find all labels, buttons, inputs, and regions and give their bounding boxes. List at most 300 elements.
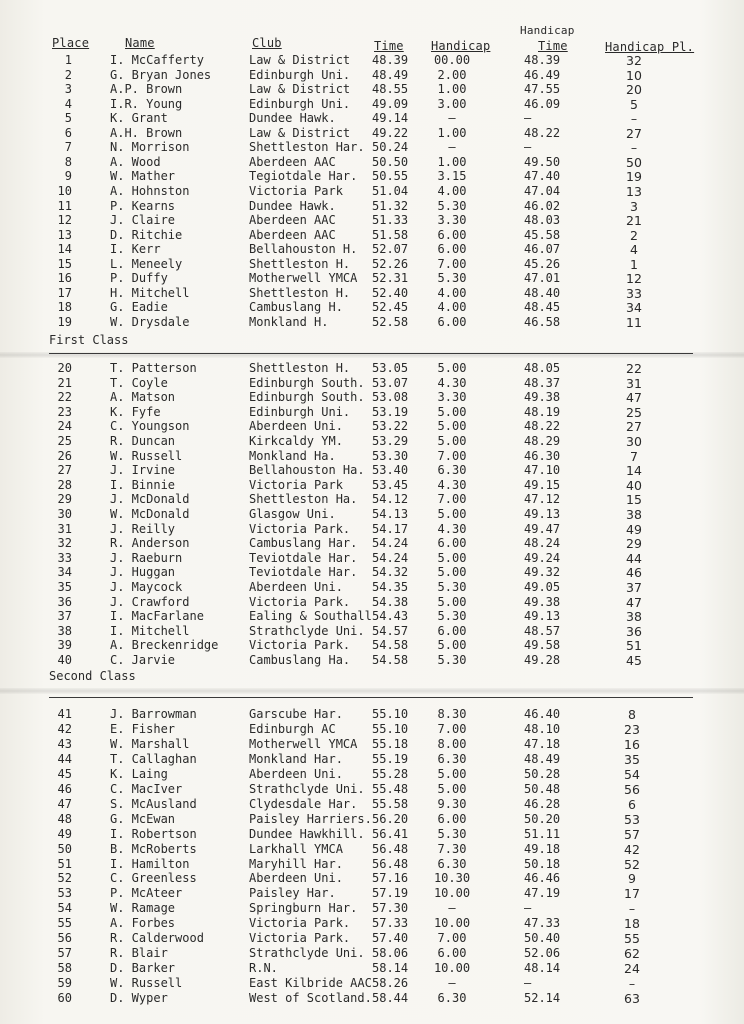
handicap-time-cell: 47.18 [524,736,561,751]
section-divider [49,353,693,354]
table-row [0,184,744,199]
place-cell: 5 [64,111,72,126]
header-club: Club [252,36,282,50]
place-cell: 2 [64,67,72,82]
handicap-time-cell: – [524,111,532,126]
handicap-time-cell: 49.47 [524,521,561,536]
club-cell: Cambuslang H. [249,300,343,315]
club-cell: Law & District [249,82,351,97]
table-row [0,609,744,624]
name-cell: G. Bryan Jones [110,67,212,82]
handicap-cell: 5.00 [437,638,467,653]
club-cell: Dundee Hawkhill. [249,826,365,841]
place-cell: 31 [57,521,72,536]
handicap-cell: 3.00 [437,96,467,111]
club-cell: Kirkcaldy YM. [249,434,343,448]
table-row [0,53,744,68]
club-cell: Strathclyde Uni. [249,623,365,638]
place-cell: 6 [64,125,72,140]
time-cell: 49.09 [372,96,409,111]
table-row [0,126,744,141]
handicap-cell: 5.00 [437,781,467,796]
table-row [0,271,744,286]
handicap-place-cell: 8 [628,707,636,722]
handicap-place-cell: 37 [626,580,642,595]
club-cell: Glasgow Uni. [249,507,336,521]
place-cell: 11 [57,198,72,213]
handicap-cell: – [448,901,456,916]
handicap-cell: 6.00 [437,314,467,329]
place-cell: 3 [64,82,72,97]
handicap-cell: 4.30 [437,477,467,492]
handicap-cell: 5.30 [437,609,467,624]
time-cell: 55.10 [372,721,409,736]
section-label: First Class [49,333,129,347]
time-cell: 49.14 [372,111,409,126]
place-cell: 8 [64,154,72,169]
club-cell: Victoria Park. [249,594,351,609]
club-cell: Shettleston H. [249,256,351,271]
handicap-time-cell: 50.20 [524,811,561,826]
time-cell: 50.50 [372,154,409,169]
club-cell: Springburn Har. [249,901,358,916]
place-cell: 41 [57,707,72,721]
handicap-cell: 7.30 [437,841,467,856]
handicap-place-cell: 18 [624,916,640,932]
handicap-place-cell: 49 [626,521,642,537]
handicap-time-cell: 52.06 [524,946,561,961]
place-cell: 36 [57,594,72,609]
place-cell: 45 [57,766,72,781]
handicap-time-cell: 48.05 [524,361,561,375]
handicap-time-cell: 45.58 [524,227,561,242]
time-cell: 57.33 [372,916,409,931]
club-cell: Edinburgh South. [249,390,365,405]
handicap-time-cell: 46.02 [524,198,561,213]
header-handicap-time: Time [538,39,568,53]
place-cell: 37 [57,609,72,624]
handicap-cell: 7.00 [437,256,467,271]
table-row [0,522,744,537]
name-cell: J. Barrowman [110,707,197,721]
handicap-cell: 10.00 [433,916,471,931]
table-row [0,463,744,478]
paper-fold [0,688,744,694]
place-cell: 4 [64,96,72,111]
handicap-time-cell: 47.12 [524,492,561,507]
handicap-cell: 8.30 [437,707,467,721]
handicap-place-cell: 13 [626,183,642,199]
club-cell: Strathclyde Uni. [249,781,365,796]
handicap-place-cell: 36 [626,623,642,639]
handicap-time-cell: 50.28 [524,766,561,781]
handicap-time-cell: – [524,140,532,155]
time-cell: 53.29 [372,434,409,448]
handicap-cell: 3.30 [437,213,467,228]
club-cell: Aberdeen AAC [249,213,336,228]
place-cell: 38 [57,623,72,638]
club-cell: Edinburgh South. [249,375,365,390]
handicap-place-cell: 11 [626,314,642,330]
place-cell: 34 [57,565,72,580]
club-cell: Victoria Park. [249,916,351,931]
time-cell: 55.48 [372,781,409,796]
handicap-place-cell: 54 [624,766,640,782]
table-row [0,82,744,97]
name-cell: T. Callaghan [110,751,197,766]
table-row [0,991,744,1006]
time-cell: 53.05 [372,361,409,375]
name-cell: R. Anderson [110,536,190,551]
handicap-place-cell: 62 [624,946,640,962]
handicap-place-cell: 5 [630,96,638,112]
handicap-cell: 4.00 [437,300,467,315]
handicap-cell: 9.30 [437,796,467,811]
club-cell: Maryhill Har. [249,856,343,871]
handicap-place-cell: 44 [626,550,642,566]
handicap-time-cell: 46.40 [524,707,561,721]
club-cell: Aberdeen AAC [249,154,336,169]
club-cell: Edinburgh Uni. [249,404,351,419]
time-cell: 48.39 [372,53,409,67]
name-cell: A. Forbes [110,916,176,931]
handicap-cell: – [448,111,456,126]
time-cell: 54.58 [372,653,409,667]
place-cell: 35 [57,580,72,594]
handicap-cell: 7.00 [437,492,467,507]
place-cell: 59 [57,976,72,991]
name-cell: D. Barker [110,961,176,976]
time-cell: 50.24 [372,140,409,155]
table-row [0,390,744,405]
handicap-place-cell: 2 [630,227,638,243]
handicap-place-cell: 47 [626,594,642,610]
club-cell: Motherwell YMCA [249,736,358,751]
handicap-cell: 8.00 [437,736,467,751]
club-cell: Victoria Park. [249,638,351,653]
name-cell: W. Russell [110,448,183,463]
handicap-cell: 4.00 [437,285,467,300]
name-cell: H. Mitchell [110,285,190,300]
time-cell: 57.30 [372,901,409,916]
name-cell: I. Hamilton [110,856,190,871]
time-cell: 54.35 [372,580,409,594]
handicap-time-cell: 46.30 [524,448,561,463]
name-cell: I. MacFarlane [110,609,204,624]
handicap-place-cell: 12 [626,271,642,287]
handicap-cell: 6.00 [437,536,467,551]
handicap-time-cell: 48.29 [524,434,561,448]
club-cell: Aberdeen Uni. [249,580,343,594]
handicap-cell: 6.30 [437,991,467,1006]
handicap-time-cell: 49.28 [524,653,561,667]
club-cell: Motherwell YMCA [249,271,358,286]
handicap-cell: 1.00 [437,125,467,140]
handicap-time-cell: 49.24 [524,550,561,565]
name-cell: I. Kerr [110,242,161,257]
time-cell: 52.07 [372,242,409,257]
name-cell: D. Wyper [110,991,168,1006]
header-name: Name [125,36,155,50]
place-cell: 43 [57,736,72,751]
name-cell: J. Crawford [110,594,190,609]
handicap-cell: 6.00 [437,811,467,826]
club-cell: Edinburgh Uni. [249,67,351,82]
place-cell: 24 [57,419,72,434]
club-cell: R.N. [249,961,278,976]
place-cell: 7 [64,140,72,155]
name-cell: P. McAteer [110,886,183,901]
place-cell: 52 [57,871,72,886]
name-cell: A. Matson [110,390,176,405]
time-cell: 58.14 [372,961,409,976]
handicap-time-cell: 49.18 [524,841,561,856]
place-cell: 14 [57,242,72,257]
handicap-cell: 5.00 [437,766,467,781]
handicap-place-cell: 10 [626,67,642,83]
club-cell: Clydesdale Har. [249,796,358,811]
name-cell: J. Maycock [110,580,183,594]
handicap-cell: 5.00 [437,550,467,565]
place-cell: 25 [57,434,72,448]
name-cell: B. McRoberts [110,841,197,856]
club-cell: Shettleston Har. [249,140,365,155]
handicap-time-cell: 48.19 [524,404,561,419]
table-row [0,405,744,420]
club-cell: East Kilbride AAC [249,976,372,991]
club-cell: Bellahouston H. [249,242,358,257]
handicap-place-cell: 56 [624,781,640,797]
place-cell: 42 [57,721,72,736]
place-cell: 32 [57,536,72,551]
handicap-time-cell: 47.19 [524,886,561,901]
time-cell: 53.08 [372,390,409,405]
handicap-place-cell: 32 [626,53,642,68]
club-cell: Victoria Park [249,183,343,198]
handicap-cell: 4.00 [437,183,467,198]
handicap-place-cell: 7 [630,448,638,464]
name-cell: C. Jarvie [110,653,176,667]
table-row [0,419,744,434]
place-cell: 60 [57,991,72,1006]
place-cell: 19 [57,314,72,329]
handicap-cell: 5.30 [437,580,467,594]
name-cell: I.R. Young [110,96,183,111]
name-cell: W. Marshall [110,736,190,751]
name-cell: J. Huggan [110,565,176,580]
handicap-cell: 4.30 [437,375,467,390]
time-cell: 58.26 [372,976,409,991]
handicap-time-cell: 49.05 [524,580,561,594]
table-row [0,842,744,857]
time-cell: 52.40 [372,285,409,300]
club-cell: Larkhall YMCA [249,841,343,856]
handicap-time-cell: 50.48 [524,781,561,796]
time-cell: 49.22 [372,125,409,140]
handicap-cell: 1.00 [437,82,467,97]
time-cell: 53.45 [372,477,409,492]
handicap-place-cell: 38 [626,507,642,522]
table-row [0,507,744,522]
table-row [0,536,744,551]
handicap-time-cell: 48.10 [524,721,561,736]
handicap-cell: 6.00 [437,242,467,257]
handicap-cell: 5.00 [437,419,467,434]
handicap-cell: 5.30 [437,198,467,213]
time-cell: 51.33 [372,213,409,228]
table-row [0,257,744,272]
header-handicap: Handicap [431,39,491,53]
name-cell: C. Youngson [110,419,190,434]
table-row [0,580,744,595]
place-cell: 33 [57,550,72,565]
name-cell: R. Blair [110,946,168,961]
handicap-place-cell: 30 [626,434,642,449]
handicap-place-cell: 52 [624,856,640,872]
handicap-time-cell: 47.55 [524,82,561,97]
handicap-place-cell: – [628,901,636,917]
table-row [0,961,744,976]
table-row [0,199,744,214]
handicap-place-cell: 19 [626,169,642,185]
time-cell: 52.58 [372,314,409,329]
handicap-place-cell: – [628,976,636,992]
time-cell: 56.20 [372,811,409,826]
place-cell: 40 [57,653,72,667]
club-cell: Monkland H. [249,314,329,329]
handicap-time-cell: 46.07 [524,242,561,257]
club-cell: Shettleston H. [249,361,351,375]
handicap-place-cell: 15 [626,492,642,508]
name-cell: C. MacIver [110,781,183,796]
handicap-time-cell: 48.03 [524,213,561,228]
handicap-place-cell: 1 [630,256,638,272]
club-cell: Victoria Park. [249,521,351,536]
handicap-place-cell: 27 [626,419,642,435]
time-cell: 54.32 [372,565,409,580]
table-row [0,478,744,493]
handicap-place-cell: 3 [630,198,638,214]
table-row [0,767,744,782]
handicap-cell: 4.30 [437,521,467,536]
name-cell: J. Reilly [110,521,176,536]
table-row [0,169,744,184]
handicap-time-cell: 49.13 [524,507,561,521]
name-cell: J. Claire [110,213,176,228]
handicap-time-cell: 48.22 [524,419,561,434]
handicap-cell: 5.00 [437,594,467,609]
handicap-time-cell: 48.37 [524,375,561,390]
time-cell: 54.58 [372,638,409,653]
handicap-cell: 5.00 [437,565,467,580]
handicap-place-cell: 38 [626,609,642,625]
name-cell: A. Wood [110,154,161,169]
place-cell: 53 [57,886,72,901]
time-cell: 57.40 [372,931,409,946]
handicap-cell: 5.00 [437,507,467,521]
handicap-cell: 6.00 [437,946,467,961]
handicap-time-cell: 46.58 [524,314,561,329]
club-cell: Shettleston H. [249,285,351,300]
place-cell: 10 [57,183,72,198]
table-row [0,722,744,737]
time-cell: 51.32 [372,198,409,213]
club-cell: Paisley Har. [249,886,336,901]
club-cell: Aberdeen AAC [249,227,336,242]
place-cell: 54 [57,901,72,916]
time-cell: 56.48 [372,856,409,871]
handicap-cell: 5.00 [437,434,467,448]
handicap-time-cell: 47.01 [524,271,561,286]
handicap-cell: 6.00 [437,623,467,638]
handicap-time-cell: 49.38 [524,594,561,609]
table-row [0,946,744,961]
handicap-cell: 5.00 [437,404,467,419]
place-cell: 13 [57,227,72,242]
handicap-place-cell: 47 [626,390,642,406]
time-cell: 51.58 [372,227,409,242]
club-cell: Ealing & Southall [249,609,372,624]
time-cell: 50.55 [372,169,409,184]
time-cell: 53.07 [372,375,409,390]
time-cell: 54.38 [372,594,409,609]
name-cell: R. Duncan [110,434,176,448]
table-row [0,315,744,330]
club-cell: Law & District [249,125,351,140]
place-cell: 55 [57,916,72,931]
name-cell: E. Fisher [110,721,176,736]
section-divider [49,697,693,698]
handicap-time-cell: 46.09 [524,96,561,111]
club-cell: Teviotdale Har. [249,565,358,580]
handicap-place-cell: 23 [624,721,640,737]
handicap-cell: 6.30 [437,751,467,766]
handicap-time-cell: 49.58 [524,638,561,653]
handicap-time-cell: 46.46 [524,871,561,886]
handicap-cell: 5.30 [437,653,467,667]
time-cell: 54.24 [372,536,409,551]
handicap-cell: 1.00 [437,154,467,169]
name-cell: I. McCafferty [110,53,204,67]
time-cell: 54.43 [372,609,409,624]
place-cell: 15 [57,256,72,271]
handicap-time-cell: 49.38 [524,390,561,405]
handicap-place-cell: 27 [626,125,642,141]
handicap-place-cell: – [630,111,638,127]
header-handicap-time-top: Handicap [520,24,575,37]
table-row [0,361,744,376]
name-cell: I. Robertson [110,826,197,841]
place-cell: 12 [57,213,72,228]
handicap-time-cell: 48.57 [524,623,561,638]
place-cell: 44 [57,751,72,766]
club-cell: Aberdeen Uni. [249,871,343,886]
header-handicap-pl: Handicap Pl. [605,40,695,54]
handicap-place-cell: 46 [626,565,642,581]
name-cell: J. Raeburn [110,550,183,565]
name-cell: T. Coyle [110,375,168,390]
name-cell: W. Ramage [110,901,176,916]
table-row [0,752,744,767]
name-cell: J. McDonald [110,492,190,507]
time-cell: 48.55 [372,82,409,97]
place-cell: 39 [57,638,72,653]
place-cell: 26 [57,448,72,463]
time-cell: 52.31 [372,271,409,286]
table-row [0,976,744,991]
place-cell: 9 [64,169,72,184]
handicap-place-cell: 21 [626,213,642,229]
